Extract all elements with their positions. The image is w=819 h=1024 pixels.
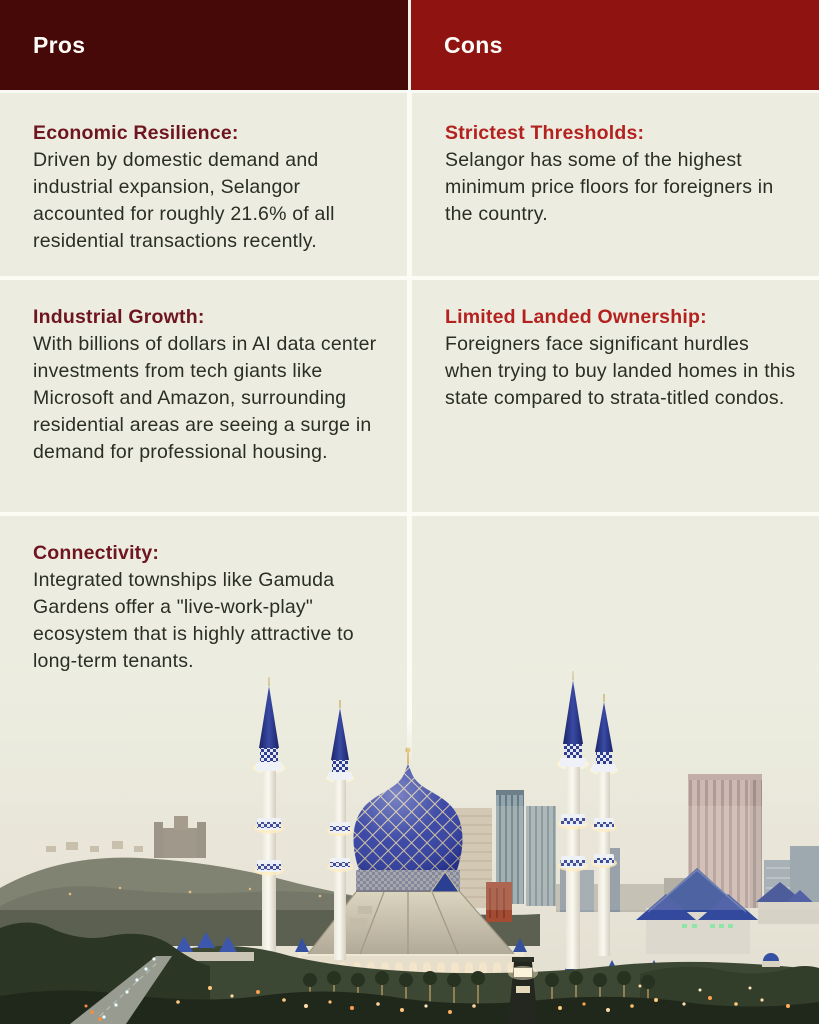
pros-title-connectivity: Connectivity: xyxy=(33,542,160,564)
cell-pros-industrial-growth xyxy=(33,304,385,466)
cons-header-label: Cons xyxy=(444,31,503,58)
pros-body-economic-resilience: Driven by domestic demand and industrial expansion, Selangor accounted for roughly 21.6% of all residential transactions recently. xyxy=(33,149,335,252)
pros-body-connectivity: Integrated townships like Gamuda Gardens offer a "live-work-play" ecosystem that is highly attractive to long-term tenants. xyxy=(33,569,354,672)
cons-title-limited-landed-ownership: Limited Landed Ownership: xyxy=(445,306,707,328)
pros-title-industrial-growth: Industrial Growth: xyxy=(33,306,205,328)
cons-body-limited-landed-ownership: Foreigners face significant hurdles when trying to buy landed homes in this state compared to strata-titled condos. xyxy=(445,333,796,409)
pros-title-economic-resilience: Economic Resilience: xyxy=(33,122,239,144)
cell-cons-limited-landed-ownership xyxy=(445,304,797,412)
column-divider xyxy=(407,90,412,765)
cell-pros-economic-resilience xyxy=(33,120,385,255)
cell-cons-strictest-thresholds xyxy=(445,120,797,228)
row-divider-top xyxy=(0,90,819,93)
cons-body-strictest-thresholds: Selangor has some of the highest minimum price floors for foreigners in the country. xyxy=(445,149,774,225)
pros-body-industrial-growth: With billions of dollars in AI data center investments from tech giants like Microsoft and Amazon, surrounding residential areas are seeing a surge in demand for professional housing. xyxy=(33,333,377,463)
cons-header xyxy=(411,0,819,90)
cons-title-strictest-thresholds: Strictest Thresholds: xyxy=(445,122,645,144)
pros-header-label: Pros xyxy=(33,31,86,58)
row-divider-2 xyxy=(0,512,819,516)
cell-pros-connectivity xyxy=(33,540,385,675)
pros-header xyxy=(0,0,408,90)
row-divider-1 xyxy=(0,276,819,280)
